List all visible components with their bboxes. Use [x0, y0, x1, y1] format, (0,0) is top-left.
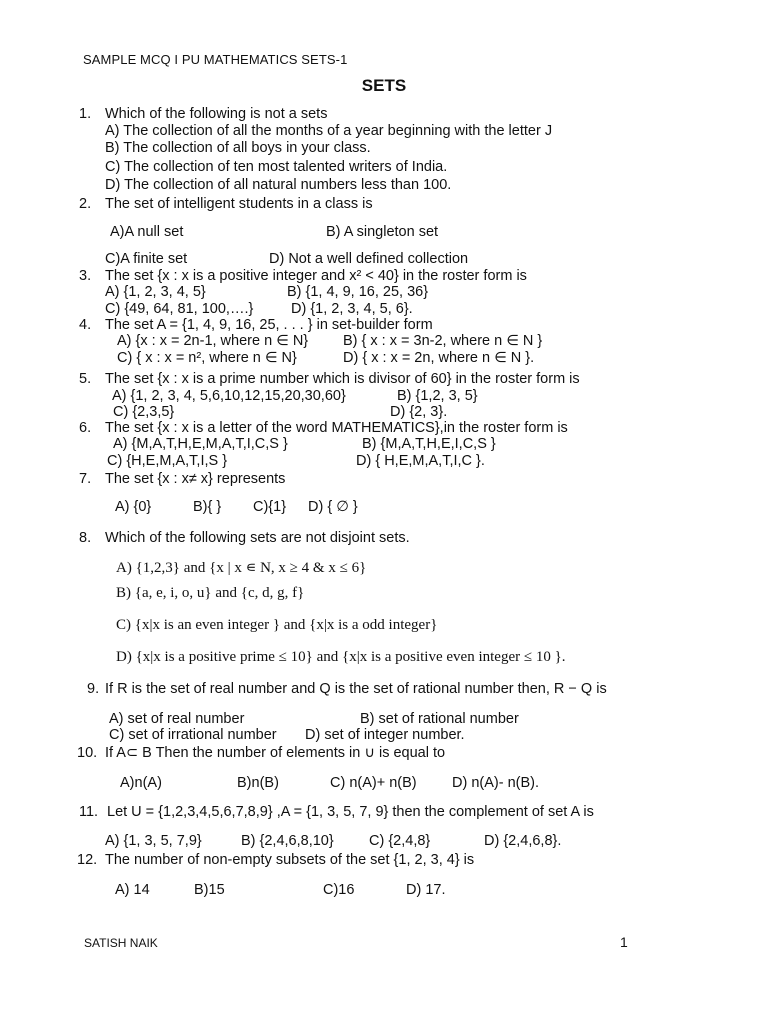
option-a: A) {x : x = 2n-1, where n ∈ N}: [117, 333, 309, 349]
option-a: A) {1,2,3} and {x | x ∊ N, x ≥ 4 & x ≤ 6}: [116, 560, 367, 576]
question-text: Which of the following is not a sets: [105, 106, 328, 122]
question-number: 12.: [77, 852, 98, 868]
option-d: D) { ∅ }: [308, 499, 358, 515]
option-a: A) {1, 2, 3, 4, 5}: [105, 284, 206, 300]
question-number: 8.: [79, 530, 92, 546]
option-b: B) {2,4,6,8,10}: [241, 833, 334, 849]
option-b: B){ }: [193, 499, 222, 515]
option-d: D) The collection of all natural numbers less than 100.: [105, 177, 452, 193]
option-a: A) set of real number: [109, 711, 245, 727]
option-a: A)A null set: [110, 224, 184, 240]
page-title: SETS: [361, 76, 407, 95]
option-c: C)A finite set: [105, 251, 188, 267]
option-a: A)n(A): [120, 775, 162, 791]
question-number: 4.: [79, 317, 92, 333]
question-number: 9.: [87, 681, 100, 697]
question-number: 6.: [79, 420, 92, 436]
question-text: The set {x : x is a positive integer and x² < 40} in the roster form is: [105, 268, 527, 284]
option-b: B)n(B): [237, 775, 279, 791]
question-text: The number of non-empty subsets of the set {1, 2, 3, 4} is: [105, 852, 475, 868]
question-text: Which of the following sets are not disjoint sets.: [105, 530, 410, 546]
option-d: D) {2,4,6,8}.: [484, 833, 562, 849]
option-b: B) The collection of all boys in your class.: [105, 140, 371, 156]
option-b: B)15: [194, 882, 225, 898]
option-c: C) {2,3,5}: [113, 404, 175, 420]
option-b: B) set of rational number: [360, 711, 519, 727]
option-d: D) {2, 3}.: [390, 404, 448, 420]
option-a: A) The collection of all the months of a year beginning with the letter J: [105, 123, 553, 139]
option-a: A) 14: [115, 882, 150, 898]
question-number: 10.: [77, 745, 98, 761]
option-a: A) {0}: [115, 499, 152, 515]
question-text: The set of intelligent students in a class is: [105, 196, 373, 212]
question-text: The set A = {1, 4, 9, 16, 25, . . . } in set-builder form: [105, 317, 433, 333]
option-c: C) { x : x = n², where n ∈ N}: [117, 350, 297, 366]
option-d: D) {1, 2, 3, 4, 5, 6}.: [291, 301, 413, 317]
option-c: C) n(A)+ n(B): [330, 775, 417, 791]
option-d: D) { H,E,M,A,T,I,C }.: [356, 453, 485, 469]
footer-author: SATISH NAIK: [84, 936, 158, 950]
option-b: B) {M,A,T,H,E,I,C,S }: [362, 436, 496, 452]
option-c: C){1}: [253, 499, 287, 515]
question-text: If R is the set of real number and Q is the set of rational number then, R − Q is: [105, 681, 607, 697]
option-b: B) A singleton set: [326, 224, 439, 240]
option-c: C) set of irrational number: [109, 727, 277, 743]
option-b: B) {a, e, i, o, u} and {c, d, g, f}: [116, 585, 305, 601]
question-number: 5.: [79, 371, 92, 387]
option-c: C) {2,4,8}: [369, 833, 431, 849]
option-b: B) {1,2, 3, 5}: [397, 388, 478, 404]
option-a: A) {M,A,T,H,E,M,A,T,I,C,S }: [113, 436, 288, 452]
question-number: 3.: [79, 268, 92, 284]
option-b: B) {1, 4, 9, 16, 25, 36}: [287, 284, 429, 300]
option-d: D) n(A)- n(B).: [452, 775, 539, 791]
option-c: C) {H,E,M,A,T,I,S }: [107, 453, 228, 469]
page-header: SAMPLE MCQ I PU MATHEMATICS SETS-1: [83, 52, 348, 67]
page-number: 1: [620, 934, 628, 950]
question-text: The set {x : x≠ x} represents: [105, 471, 286, 487]
question-text: The set {x : x is a prime number which is divisor of 60} in the roster form is: [105, 371, 580, 387]
question-text: Let U = {1,2,3,4,5,6,7,8,9} ,A = {1, 3, 5, 7, 9} then the complement of set A is: [107, 804, 594, 820]
option-c: C)16: [323, 882, 355, 898]
option-d: D) {x|x is a positive prime ≤ 10} and {x|x is a positive even integer ≤ 10 }.: [116, 649, 566, 665]
question-number: 1.: [79, 106, 92, 122]
question-text: If A⊂ B Then the number of elements in ∪ is equal to: [105, 745, 446, 761]
option-a: A) {1, 3, 5, 7,9}: [105, 833, 202, 849]
question-text: The set {x : x is a letter of the word MATHEMATICS},in the roster form is: [105, 420, 568, 436]
question-number: 7.: [79, 471, 92, 487]
option-d: D) { x : x = 2n, where n ∈ N }.: [343, 350, 535, 366]
option-c: C) The collection of ten most talented writers of India.: [105, 159, 448, 175]
option-d: D) set of integer number.: [305, 727, 465, 743]
option-b: B) { x : x = 3n-2, where n ∈ N }: [343, 333, 543, 349]
option-a: A) {1, 2, 3, 4, 5,6,10,12,15,20,30,60}: [112, 388, 346, 404]
option-d: D) Not a well defined collection: [269, 251, 469, 267]
question-number: 11.: [79, 804, 99, 820]
option-c: C) {49, 64, 81, 100,….}: [105, 301, 254, 317]
option-c: C) {x|x is an even integer } and {x|x is a odd integer}: [116, 617, 438, 633]
option-d: D) 17.: [406, 882, 446, 898]
question-number: 2.: [79, 196, 92, 212]
